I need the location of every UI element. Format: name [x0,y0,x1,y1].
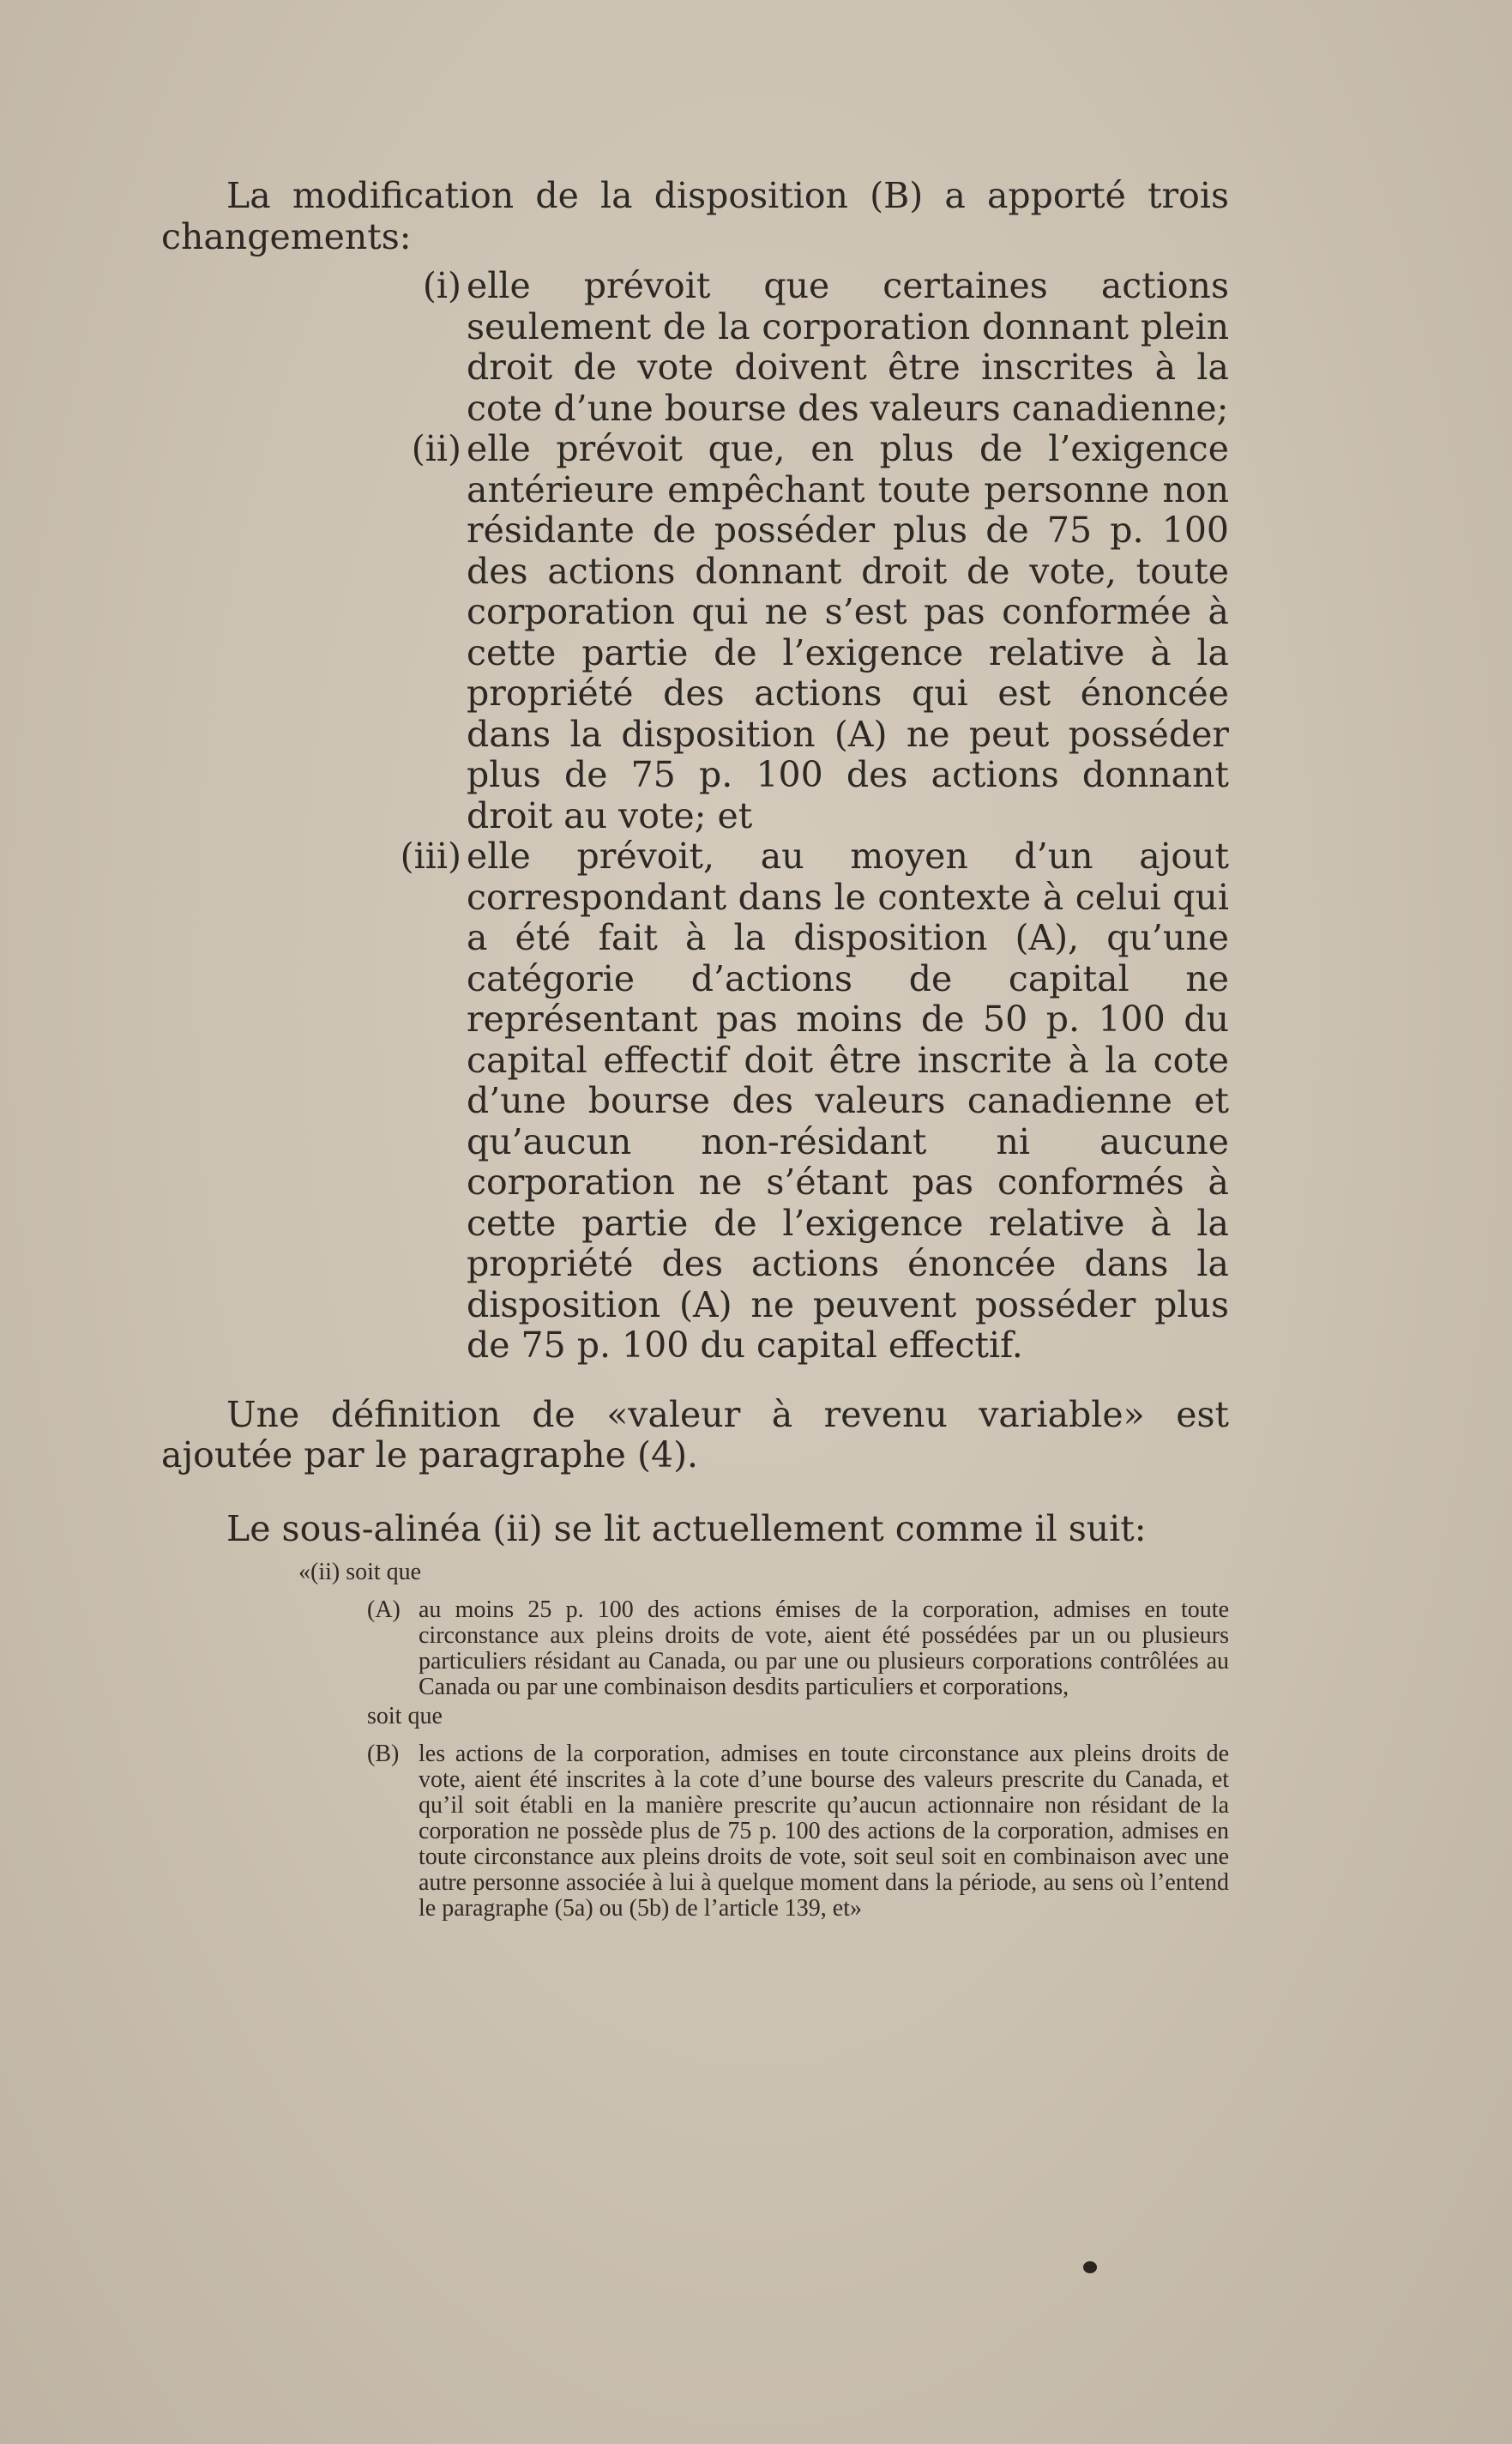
change-text: elle prévoit que, en plus de l’exigence antérieure empêchant toute personne non résidante de posséder plus de 75 p. 100 des actions donnant droit de vote, toute corporation qui ne s’est pas conformée à cette partie de l’exigence relative à la propriété des actions qui est énoncée dans la disposition (A) ne peut posséder plus de 75 p. 100 des actions donnant droit au vote; et [467,428,1229,836]
changes-list [161,266,1229,1367]
clause-text: les actions de la corporation, admises en toute circonstance aux pleins droits de vote, aient été inscrites à la cote d’une bourse des valeurs prescrite du Canada, et qu’il soit établi en la manière prescrite qu’aucun actionnaire non résidant de la corporation ne possède plus de 75 p. 100 des actions de la corporation, admises en toute circonstance aux pleins droits de vote, soit seul soit en combinaison avec une autre personne associée à lui à quelque moment dans la période, au sens où l’entend le paragraphe (5a) ou (5b) de l’article 139, et» [419,1741,1229,1922]
change-text: elle prévoit que certaines actions seulement de la corporation donnant plein droit de vote doivent être inscrites à la cote d’une bourse des valeurs canadienne; [467,265,1229,429]
ink-speck [1083,2261,1097,2273]
quote-heading: «(ii) soit que [298,1559,422,1585]
change-number: (ii) [411,428,461,469]
definition-paragraph: Une définition de «valeur à revenu variable» est ajoutée par le paragraphe (4). [161,1393,1229,1475]
change-number: (iii) [400,836,461,877]
intro-paragraph: La modification de la disposition (B) a apporté trois changements: [161,175,1229,257]
clause-label: (B) [367,1741,400,1767]
change-item-iii [161,836,1229,1367]
quote-soit-que: soit que [367,1703,443,1729]
current-text-intro: Le sous-alinéa (ii) se lit actuellement comme il suit: [226,1507,1147,1549]
quoted-subparagraph [161,1560,1229,1922]
change-item-i [161,266,1229,429]
quote-clause-a [161,1597,1229,1700]
document-body [161,176,1229,1922]
clause-label: (A) [367,1596,401,1623]
clause-text: au moins 25 p. 100 des actions émises de la corporation, admises en toute circonstance aux pleins droits de vote, aient été possédées par un ou plusieurs particuliers résidant au Canada, ou par une ou plusieurs corporations contrôlées au Canada ou par une combinaison desdits particuliers et corporations, [419,1596,1229,1700]
change-number: (i) [422,265,461,306]
change-item-ii [161,429,1229,836]
quote-clause-b [161,1741,1229,1922]
change-text: elle prévoit, au moyen d’un ajout correspondant dans le contexte à celui qui a été fait à la disposition (A), qu’une catégorie d’actions de capital ne représentant pas moins de 50 p. 100 du capital effectif doit être inscrite à la cote d’une bourse des valeurs canadienne et qu’aucun non-résidant ni aucune corporation ne s’étant pas conformés à cette partie de l’exigence relative à la propriété des actions énoncée dans la disposition (A) ne peuvent posséder plus de 75 p. 100 du capital effectif. [467,836,1229,1366]
